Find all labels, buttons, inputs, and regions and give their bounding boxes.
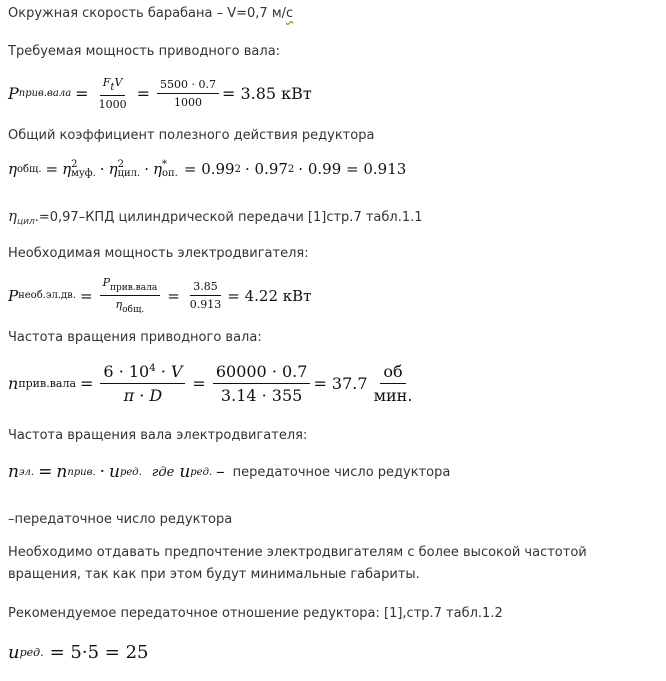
f4-num1b: · V — [160, 362, 183, 381]
f5-n2-sub: прив. — [67, 466, 96, 478]
f6-expr: = 5·5 = 25 — [49, 642, 149, 663]
f4-num1-sup: 4 — [149, 363, 156, 374]
f4-den2: 3.14 · 355 — [220, 386, 303, 405]
cyl-eta-text: .=0,97–КПД цилиндрической передачи [1]стр.7 табл.1.1 — [34, 210, 423, 225]
f4-n-sub: прив.вала — [18, 377, 77, 390]
f2-t3: η — [152, 160, 162, 178]
f5-dot: · — [99, 462, 105, 482]
motor-speed-heading: Частота вращения вала электродвигателя: — [8, 428, 308, 443]
f1-den1: 1000 — [98, 98, 127, 111]
f5-dash: – — [216, 462, 225, 482]
f1-P: P — [8, 84, 19, 103]
f3-P: P — [8, 286, 19, 305]
f1-num1: F — [102, 76, 111, 89]
f2-eq: = — [45, 160, 59, 178]
drum-speed-line — [8, 6, 293, 22]
f5-u2-sub: ред. — [190, 466, 213, 478]
f4-unit — [371, 362, 416, 405]
f3-num2: 3.85 — [190, 280, 221, 296]
drum-speed-text: Окружная скорость барабана – V=0,7 м/ — [8, 6, 287, 21]
f2-t2-sup: 2 — [117, 159, 124, 170]
preference-paragraph: Необходимо отдавать предпочтение электродвигателям с более высокой частотой вращения, так как при этом будут минимальные габариты. — [8, 545, 587, 582]
f1-frac2 — [157, 78, 219, 109]
f3-den2: 0.913 — [189, 298, 222, 311]
f1-num1-tail: V — [114, 76, 123, 89]
f5-desc: передаточное число редуктора — [232, 464, 451, 480]
f4-num1a: 6 · 10 — [103, 362, 150, 381]
f4-result: = 37.7 — [313, 374, 368, 393]
f2-n-sup1: 2 — [234, 163, 241, 175]
f2-t2-sub: цил. — [117, 168, 141, 179]
f1-num1-sub: t — [110, 82, 115, 93]
f5-n: n — [8, 462, 19, 482]
f5-where: где — [151, 464, 175, 480]
f4-unit-den: мин. — [373, 386, 413, 405]
f2-eta: η — [8, 160, 17, 178]
f2-t1: η — [62, 160, 72, 178]
f6-u: u — [8, 642, 20, 663]
f5-u: u — [109, 462, 120, 482]
f4-num2: 60000 · 0.7 — [213, 362, 311, 384]
motor-power-heading: Необходимая мощность электродвигателя: — [8, 246, 309, 261]
f1-frac1 — [96, 76, 130, 111]
f2-t1-sup: 2 — [71, 159, 78, 170]
overall-efficiency-heading: Общий коэффициент полезного действия редуктора — [8, 128, 375, 143]
f1-num2: 5500 · 0.7 — [157, 78, 219, 94]
ratio-formula — [8, 642, 148, 663]
f4-frac1 — [100, 362, 185, 405]
f2-t2: η — [108, 160, 118, 178]
f4-den1: π · D — [123, 386, 163, 405]
cyl-eta-sub: цил — [17, 217, 35, 227]
f3-num1-sub: прив.вала — [109, 283, 158, 293]
f4-n: n — [8, 374, 19, 393]
f6-u-sub: ред. — [19, 646, 44, 659]
f4-unit-num: об — [380, 362, 405, 384]
f2-numeric: = 0.99 — [183, 160, 235, 178]
cyl-eta-symbol: η — [8, 207, 17, 225]
drum-speed-unit-tail: с — [286, 6, 294, 21]
f2-eta-sub: общ. — [17, 163, 42, 175]
f4-eq2: = — [192, 374, 206, 393]
f3-eq: = — [80, 286, 93, 305]
f3-frac1 — [100, 276, 161, 315]
f2-t1-sub: муф. — [71, 168, 96, 179]
ratio-note: –передаточное число редуктора — [8, 512, 233, 527]
f3-den1: η — [115, 298, 123, 311]
power-formula — [8, 76, 312, 111]
f3-eq2: = — [167, 286, 180, 305]
f1-P-sub: прив.вала — [18, 88, 72, 99]
efficiency-formula — [8, 160, 406, 178]
f2-t3-sup: * — [161, 159, 167, 170]
f2-t3-sub: оп. — [161, 168, 178, 179]
f5-eq: = — [38, 462, 53, 482]
f3-result: = 4.22 кВт — [227, 286, 312, 305]
f5-u-sub: ред. — [119, 466, 142, 478]
f2-n-sup2: 2 — [287, 163, 295, 175]
f2-dot2: · — [144, 160, 149, 178]
required-power-heading: Требуемая мощность приводного вала: — [8, 44, 281, 59]
f5-n-sub: эл. — [18, 466, 35, 478]
shaft-speed-formula — [8, 362, 418, 405]
f2-dot1: · — [99, 160, 105, 178]
motor-power-formula — [8, 276, 311, 315]
f1-den2: 1000 — [173, 96, 202, 109]
f1-eq: = — [75, 84, 89, 103]
cyl-efficiency-line — [8, 208, 423, 230]
f3-P-sub: необ.эл.дв. — [18, 290, 76, 301]
f5-u2: u — [179, 462, 191, 482]
recommended-ratio-line: Рекомендуемое передаточное отношение редуктора: [1],стр.7 табл.1.2 — [8, 606, 503, 621]
f1-result: = 3.85 кВт — [221, 84, 312, 103]
f3-num1: P — [102, 276, 110, 289]
f4-eq: = — [80, 374, 94, 393]
f3-den1-sub: общ. — [122, 305, 145, 315]
f3-frac2 — [187, 280, 225, 311]
f1-eq2: = — [136, 84, 150, 103]
f2-n-mid: · 0.97 — [244, 160, 288, 178]
motor-speed-formula — [8, 462, 450, 482]
shaft-speed-heading: Частота вращения приводного вала: — [8, 330, 262, 345]
f5-n2: n — [56, 462, 68, 482]
f2-n-tail: · 0.99 = 0.913 — [298, 160, 407, 178]
f4-frac2 — [213, 362, 311, 405]
